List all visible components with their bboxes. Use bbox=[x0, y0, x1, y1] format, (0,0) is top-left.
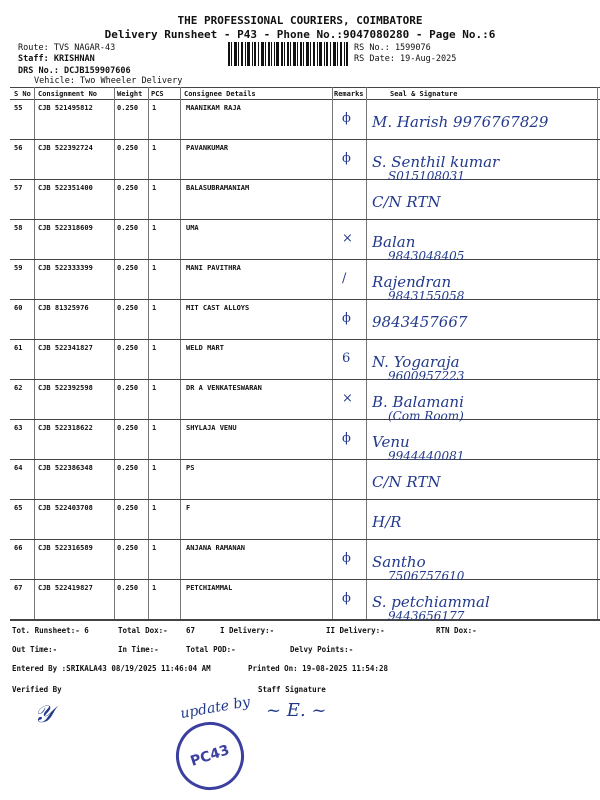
row-signature: C/N RTN bbox=[372, 193, 441, 211]
row-signature-phone: S015108031 bbox=[388, 169, 465, 183]
row-pcs: 1 bbox=[152, 304, 157, 312]
row-divider bbox=[10, 579, 600, 580]
remarks-mark: × bbox=[342, 231, 353, 246]
pc43-stamp: PC43 bbox=[167, 713, 253, 799]
row-signature: S. Senthil kumar bbox=[372, 153, 500, 171]
total-runsheet: Tot. Runsheet:- 6 bbox=[12, 626, 89, 635]
row-signature-phone: 9843155058 bbox=[388, 289, 465, 303]
col-header-pcs: PCS bbox=[151, 90, 164, 98]
row-consignment-no: CJB 522392598 bbox=[38, 384, 93, 392]
row-signature: 9843457667 bbox=[372, 313, 468, 331]
col-header-sno: S No bbox=[14, 90, 31, 98]
row-sno: 67 bbox=[14, 584, 23, 592]
drs-number: DRS No.: DCJB159907606 bbox=[18, 66, 131, 76]
row-signature: Balan bbox=[372, 233, 416, 251]
row-sno: 64 bbox=[14, 464, 23, 472]
column-divider bbox=[148, 87, 149, 620]
remarks-mark: ϕ bbox=[342, 591, 351, 606]
row-pcs: 1 bbox=[152, 344, 157, 352]
remarks-mark: ϕ bbox=[342, 311, 351, 326]
row-weight: 0.250 bbox=[117, 544, 139, 552]
row-weight: 0.250 bbox=[117, 584, 139, 592]
route-label: Route: TVS NAGAR-43 bbox=[18, 43, 116, 53]
row-divider bbox=[10, 299, 600, 300]
col-header-remarks: Remarks bbox=[334, 90, 364, 98]
row-signature-phone: 9843048405 bbox=[388, 249, 465, 263]
row-sno: 56 bbox=[14, 144, 23, 152]
row-consignment-no: CJB 522351400 bbox=[38, 184, 93, 192]
row-divider bbox=[10, 459, 600, 460]
delivery-points-label: Delvy Points:- bbox=[290, 645, 354, 654]
staff-signature-label: Staff Signature bbox=[258, 685, 326, 694]
row-consignee: UMA bbox=[186, 224, 199, 232]
update-note: update by bbox=[179, 693, 252, 723]
row-signature-phone: 7506757610 bbox=[388, 569, 465, 583]
total-pod-label: Total POD:- bbox=[186, 645, 236, 654]
i-delivery-label: I Delivery:- bbox=[220, 626, 275, 635]
ii-delivery-label: II Delivery:- bbox=[326, 626, 385, 635]
row-sno: 57 bbox=[14, 184, 23, 192]
verified-by-label: Verified By bbox=[12, 685, 62, 694]
row-pcs: 1 bbox=[152, 424, 157, 432]
row-signature-phone: 9944440081 bbox=[388, 449, 465, 463]
row-signature: S. petchiammal bbox=[372, 593, 490, 611]
rtn-dox-label: RTN Dox:- bbox=[436, 626, 477, 635]
row-divider bbox=[10, 499, 600, 500]
row-pcs: 1 bbox=[152, 544, 157, 552]
row-weight: 0.250 bbox=[117, 224, 139, 232]
row-consignee: PETCHIAMMAL bbox=[186, 584, 233, 592]
row-consignee: MANI PAVITHRA bbox=[186, 264, 241, 272]
row-consignee: WELD MART bbox=[186, 344, 224, 352]
row-pcs: 1 bbox=[152, 144, 157, 152]
verifier-signature: 𝒴 bbox=[34, 700, 53, 728]
total-dox-label: Total Dox:- bbox=[118, 626, 168, 635]
row-signature: H/R bbox=[372, 513, 402, 531]
row-weight: 0.250 bbox=[117, 144, 139, 152]
row-sno: 55 bbox=[14, 104, 23, 112]
row-sno: 61 bbox=[14, 344, 23, 352]
column-divider bbox=[34, 87, 35, 620]
remarks-mark: ϕ bbox=[342, 431, 351, 446]
row-consignee: F bbox=[186, 504, 191, 512]
staff-signature-scribble: ~ E. ~ bbox=[266, 700, 327, 721]
table-header-rule bbox=[10, 99, 600, 100]
row-pcs: 1 bbox=[152, 184, 157, 192]
row-consignee: BALASUBRAMANIAM bbox=[186, 184, 250, 192]
row-divider bbox=[10, 339, 600, 340]
row-pcs: 1 bbox=[152, 224, 157, 232]
row-consignment-no: CJB 522403708 bbox=[38, 504, 93, 512]
row-consignment-no: CJB 522419827 bbox=[38, 584, 93, 592]
row-divider bbox=[10, 379, 600, 380]
row-weight: 0.250 bbox=[117, 424, 139, 432]
row-weight: 0.250 bbox=[117, 464, 139, 472]
row-weight: 0.250 bbox=[117, 104, 139, 112]
row-consignment-no: CJB 522386348 bbox=[38, 464, 93, 472]
row-signature: M. Harish 9976767829 bbox=[372, 113, 549, 131]
column-divider bbox=[180, 87, 181, 620]
row-consignment-no: CJB 521495812 bbox=[38, 104, 93, 112]
row-consignment-no: CJB 81325976 bbox=[38, 304, 89, 312]
total-dox-value: 67 bbox=[186, 626, 196, 635]
row-sno: 66 bbox=[14, 544, 23, 552]
vehicle-label: Vehicle: Two Wheeler Delivery bbox=[34, 76, 183, 86]
entered-by: Entered By :SRIKALA43 08/19/2025 11:46:04 AM bbox=[12, 664, 211, 673]
row-consignee: ANJANA RAMANAN bbox=[186, 544, 246, 552]
row-consignee: MIT CAST ALLOYS bbox=[186, 304, 250, 312]
rs-number: RS No.: 1599076 bbox=[354, 43, 431, 53]
rs-date: RS Date: 19-Aug-2025 bbox=[354, 54, 457, 64]
row-signature: N. Yogaraja bbox=[372, 353, 460, 371]
row-weight: 0.250 bbox=[117, 344, 139, 352]
row-weight: 0.250 bbox=[117, 184, 139, 192]
column-divider bbox=[114, 87, 115, 620]
row-sno: 63 bbox=[14, 424, 23, 432]
row-divider bbox=[10, 219, 600, 220]
row-consignee: PAVANKUMAR bbox=[186, 144, 229, 152]
column-divider bbox=[332, 87, 333, 620]
out-time-label: Out Time:- bbox=[12, 645, 58, 654]
row-sno: 59 bbox=[14, 264, 23, 272]
row-sno: 65 bbox=[14, 504, 23, 512]
row-weight: 0.250 bbox=[117, 504, 139, 512]
runsheet-subtitle: Delivery Runsheet - P43 - Phone No.:9047080280 - Page No.:6 bbox=[104, 28, 496, 41]
row-weight: 0.250 bbox=[117, 264, 139, 272]
table-bottom-rule bbox=[10, 620, 600, 621]
row-signature: Santho bbox=[372, 553, 426, 571]
row-pcs: 1 bbox=[152, 264, 157, 272]
row-signature: B. Balamani bbox=[372, 393, 464, 411]
row-consignee: PS bbox=[186, 464, 195, 472]
row-signature: Rajendran bbox=[372, 273, 452, 291]
row-consignment-no: CJB 522318609 bbox=[38, 224, 93, 232]
row-weight: 0.250 bbox=[117, 384, 139, 392]
staff-label: Staff: KRISHNAN bbox=[18, 54, 95, 64]
table-top-rule bbox=[10, 87, 600, 88]
row-pcs: 1 bbox=[152, 384, 157, 392]
row-consignee: DR A VENKATESWARAN bbox=[186, 384, 262, 392]
printed-on: Printed On: 19-08-2025 11:54:28 bbox=[248, 664, 388, 673]
row-consignment-no: CJB 522316589 bbox=[38, 544, 93, 552]
company-title: THE PROFESSIONAL COURIERS, COIMBATORE bbox=[177, 14, 423, 27]
row-consignee: SHYLAJA VENU bbox=[186, 424, 237, 432]
row-pcs: 1 bbox=[152, 504, 157, 512]
row-consignment-no: CJB 522318622 bbox=[38, 424, 93, 432]
row-signature-phone: (Com Room) bbox=[388, 409, 464, 423]
row-divider bbox=[10, 419, 600, 420]
row-weight: 0.250 bbox=[117, 304, 139, 312]
row-consignee: MAANIKAM RAJA bbox=[186, 104, 241, 112]
column-divider bbox=[597, 87, 598, 620]
row-pcs: 1 bbox=[152, 464, 157, 472]
row-divider bbox=[10, 259, 600, 260]
col-header-consignment: Consignment No bbox=[38, 90, 98, 98]
remarks-mark: / bbox=[342, 271, 347, 286]
row-divider bbox=[10, 539, 600, 540]
col-header-consignee: Consignee Details bbox=[184, 90, 256, 98]
row-consignment-no: CJB 522392724 bbox=[38, 144, 93, 152]
col-header-seal-signature: Seal & Signature bbox=[390, 90, 458, 98]
row-pcs: 1 bbox=[152, 104, 157, 112]
row-signature-phone: 9443656177 bbox=[388, 609, 465, 623]
row-pcs: 1 bbox=[152, 584, 157, 592]
row-sno: 62 bbox=[14, 384, 23, 392]
remarks-mark: × bbox=[342, 391, 353, 406]
col-header-weight: Weight bbox=[117, 90, 143, 98]
row-signature: Venu bbox=[372, 433, 410, 451]
row-signature: C/N RTN bbox=[372, 473, 441, 491]
row-divider bbox=[10, 179, 600, 180]
barcode-image bbox=[228, 42, 348, 66]
column-divider bbox=[366, 87, 367, 620]
remarks-mark: 6 bbox=[342, 351, 351, 366]
row-divider bbox=[10, 139, 600, 140]
row-consignment-no: CJB 522333399 bbox=[38, 264, 93, 272]
remarks-mark: ϕ bbox=[342, 551, 351, 566]
row-signature-phone: 9600957223 bbox=[388, 369, 465, 383]
in-time-label: In Time:- bbox=[118, 645, 159, 654]
row-consignment-no: CJB 522341827 bbox=[38, 344, 93, 352]
remarks-mark: ϕ bbox=[342, 111, 351, 126]
remarks-mark: ϕ bbox=[342, 151, 351, 166]
row-sno: 58 bbox=[14, 224, 23, 232]
row-sno: 60 bbox=[14, 304, 23, 312]
